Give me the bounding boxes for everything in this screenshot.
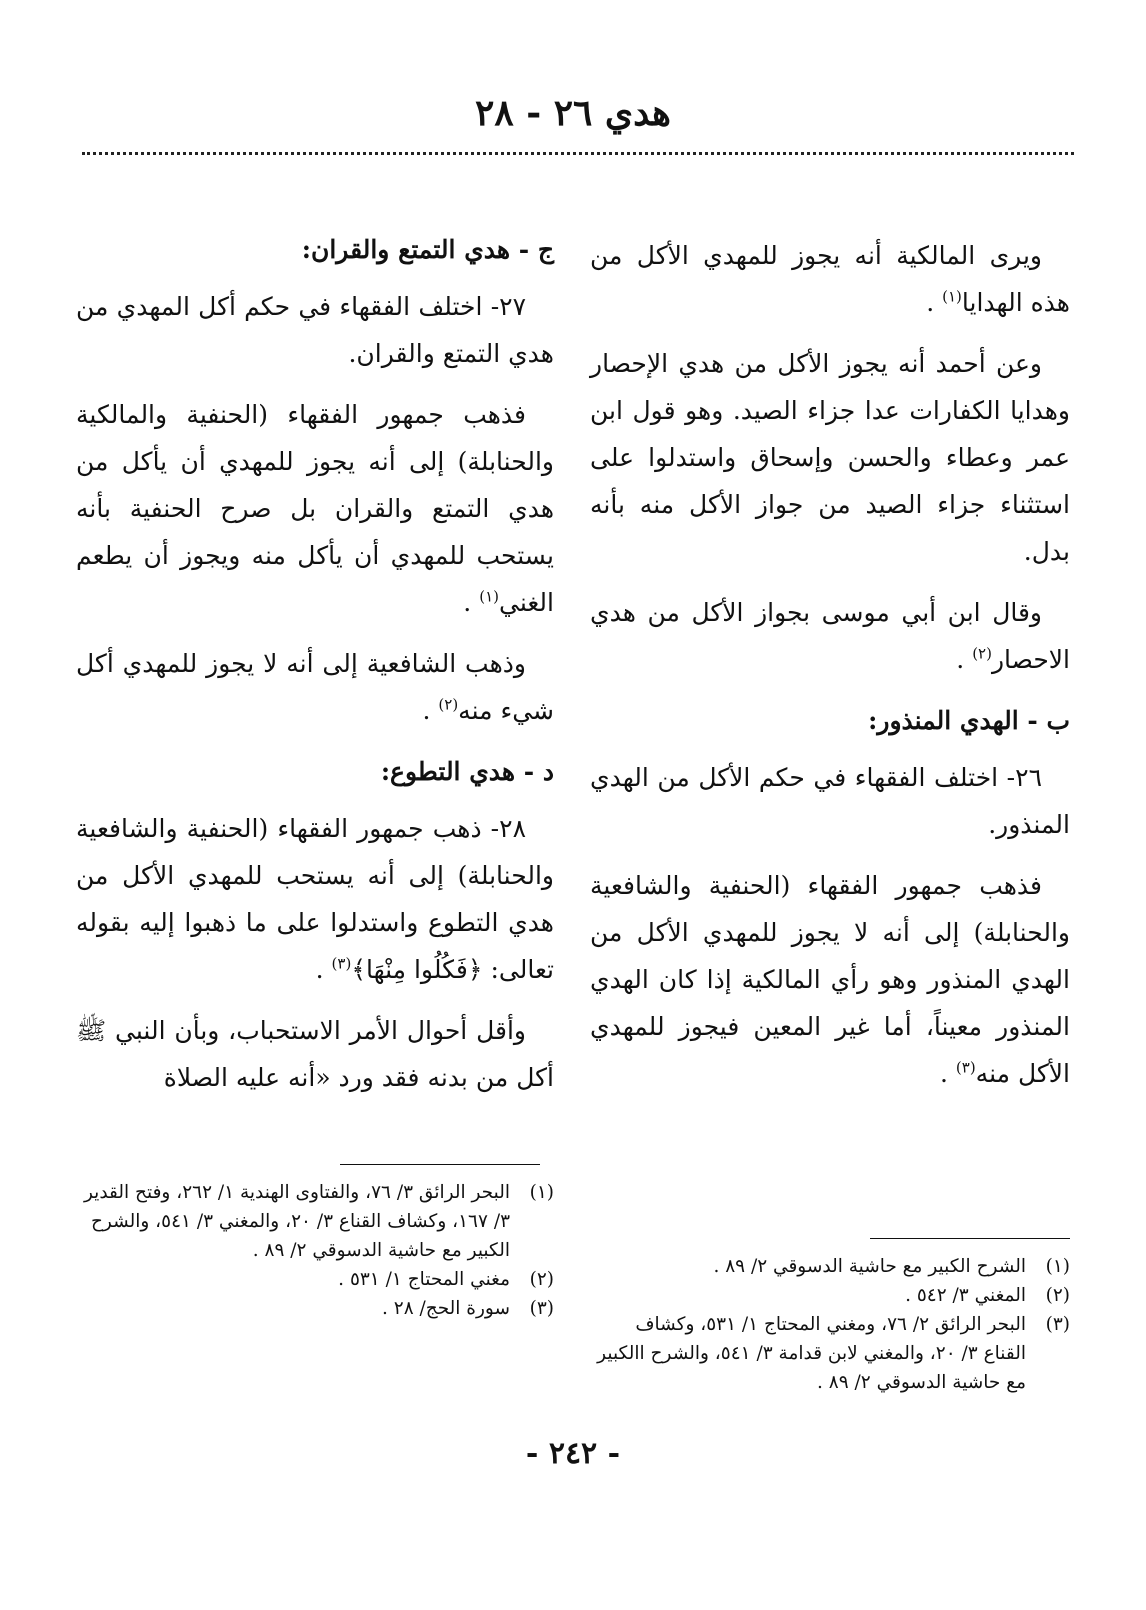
footnote-ref: (٣) — [955, 1058, 976, 1077]
paragraph: ٢٧- اختلف الفقهاء في حكم أكل المهدي من هدي التمتع والقران. — [76, 292, 554, 368]
footnote-ref: (٣) — [331, 954, 352, 973]
section-heading: ج - هدي التمتع والقران: — [301, 235, 554, 264]
page-number: - ٢٤٢ - — [525, 1436, 621, 1471]
footnote-item: (٢) مغني المحتاج ١/ ٥٣١ . — [338, 1269, 554, 1290]
paragraph: فذهب جمهور الفقهاء (الحنفية والشافعية والحنابلة) إلى أنه لا يجوز للمهدي الأكل من الهدي المنذور وهو رأي المالكية إذا كان الهدي المنذور معيناً، أما غير المعين فيجوز للمهدي الأكل منه$^{(٣)}$ . — [590, 871, 1070, 1088]
footnote-ref: (٢) — [972, 644, 992, 663]
dotted-divider — [82, 152, 1074, 155]
left-column — [76, 226, 554, 1115]
page-title: هدي ٢٦ - ٢٨ — [475, 92, 671, 134]
paragraph: وأقل أحوال الأمر الاستحباب، وبأن النبي ﷺ أكل من بدنه فقد ورد «أنه عليه الصلاة — [76, 1016, 554, 1092]
paragraph: ويرى المالكية أنه يجوز للمهدي الأكل من هذه الهدايا$^{(١)}$ . — [590, 241, 1070, 317]
footnote-ref: (١) — [479, 587, 499, 606]
footnote-ref: (١) — [942, 287, 962, 306]
section-heading: ب - الهدي المنذور: — [868, 706, 1070, 735]
paragraph: وذهب الشافعية إلى أنه لا يجوز للمهدي أكل شيء منه$^{(٢)}$ . — [76, 649, 554, 725]
footnote-item: (٣) سورة الحج/ ٢٨ . — [382, 1298, 554, 1319]
footnotes-right — [590, 1252, 1070, 1397]
footnote-rule — [870, 1238, 1070, 1239]
section-heading: د - هدي التطوع: — [380, 757, 554, 786]
footnotes-left — [76, 1178, 554, 1323]
paragraph: ٢٦- اختلف الفقهاء في حكم الأكل من الهدي المنذور. — [590, 763, 1070, 839]
footnote-item: (١) البحر الرائق ٣/ ٧٦، والفتاوى الهندية ١/ ٢٦٢، وفتح القدير ٣/ ١٦٧، وكشاف القناع ٣/ ٢٠، والمغني ٣/ ٥٤١، والشرح الكبير مع حاشية الدسوقي ٢/ ٨٩ . — [83, 1182, 554, 1261]
footnote-item: (١) الشرح الكبير مع حاشية الدسوقي ٢/ ٨٩ . — [713, 1256, 1070, 1277]
footnote-ref: (٢) — [438, 695, 459, 714]
paragraph: وقال ابن أبي موسى بجواز الأكل من هدي الاحصار$^{(٢)}$ . — [590, 598, 1070, 674]
footnote-rule — [340, 1164, 540, 1165]
paragraph: وعن أحمد أنه يجوز الأكل من هدي الإحصار وهدايا الكفارات عدا جزاء الصيد. وهو قول ابن عمر وعطاء والحسن وإسحاق واستدلوا على استثناء جزاء الصيد من جواز الأكل منه بأنه بدل. — [590, 349, 1070, 566]
paragraph: ٢٨- ذهب جمهور الفقهاء (الحنفية والشافعية والحنابلة) إلى أنه يستحب للمهدي الأكل من هدي التطوع واستدلوا على ما ذهبوا إليه بقوله تعالى: ﴿فَكُلُوا مِنْهَا﴾$^{(٣)}$ . — [76, 814, 554, 984]
paragraph: فذهب جمهور الفقهاء (الحنفية والمالكية والحنابلة) إلى أنه يجوز للمهدي أن يأكل من هدي التمتع والقران بل صرح الحنفية بأنه يستحب للمهدي أن يأكل منه ويجوز أن يطعم الغني$^{(١)}$ . — [76, 400, 554, 617]
footnote-item: (٣) البحر الرائق ٢/ ٧٦، ومغني المحتاج ١/ ٥٣١، وكشاف القناع ٣/ ٢٠، والمغني لابن قدامة ٣/ ٥٤١، والشرح االكبير مع حاشية الدسوقي ٢/ ٨٩ . — [597, 1314, 1070, 1393]
footnote-item: (٢) المغني ٣/ ٥٤٢ . — [905, 1285, 1070, 1306]
right-column — [590, 232, 1070, 1111]
